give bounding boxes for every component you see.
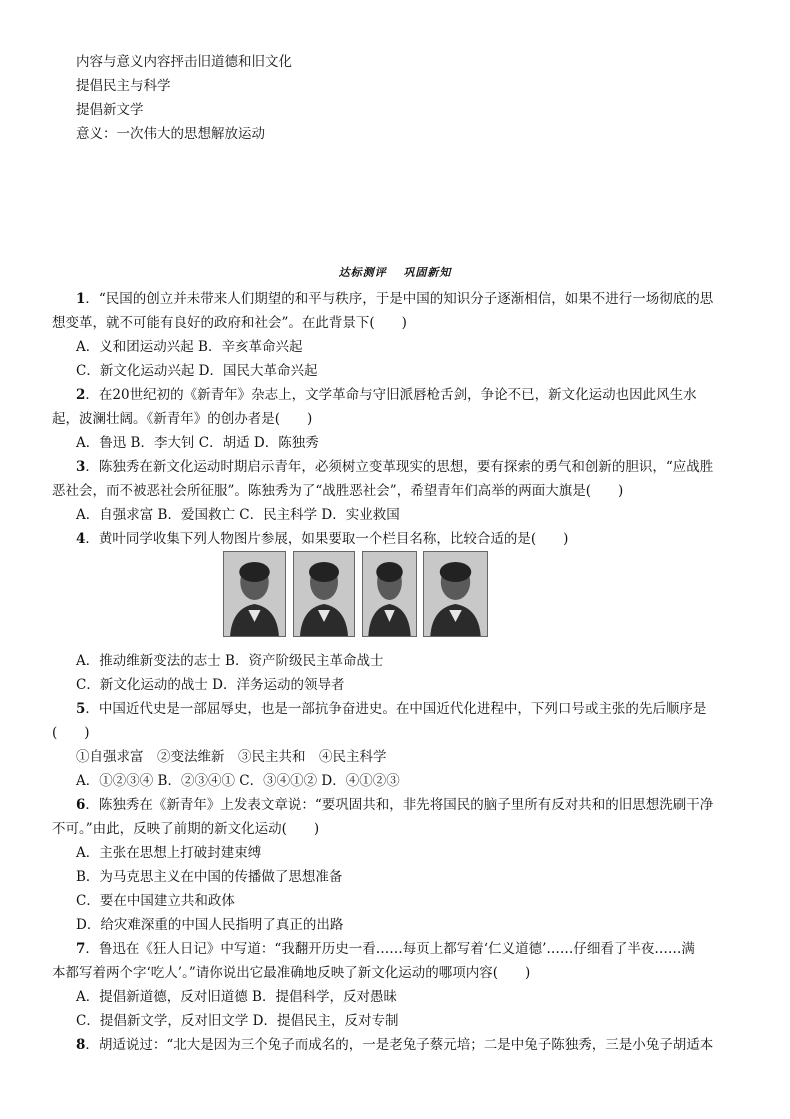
portrait-photo-icon (423, 551, 488, 637)
question-number: 4 (76, 531, 86, 547)
summary-line: 内容与意义内容抨击旧道德和旧文化 (76, 54, 292, 70)
answer-options: D．给灾难深重的中国人民指明了真正的出路 (76, 917, 344, 933)
question-stem (52, 793, 742, 817)
question-text: ．鲁迅在《狂人日记》中写道：“我翻开历史一看……每页上都写着‘仁义道德’……仔细看了半夜……满 (85, 941, 695, 957)
question-item (52, 287, 742, 383)
portrait-photo-strip (52, 551, 742, 643)
question-item (52, 937, 742, 1033)
question-stem-continued (52, 721, 742, 745)
answer-options: A．①②③④ B．②③④① C．③④①② D．④①②③ (76, 773, 400, 789)
portrait-photo-icon (362, 551, 417, 637)
question-number: 7 (76, 941, 86, 957)
answer-options: C．提倡新文学，反对旧文学 D．提倡民主，反对专制 (76, 1013, 399, 1029)
question-stem (52, 383, 742, 407)
section-title-left: 达标测评 (338, 266, 387, 279)
answer-options: C．新文化运动兴起 D．国民大革命兴起 (76, 363, 318, 379)
question-text: ．黄叶同学收集下列人物图片参展，如果要取一个栏目名称，比较合适的是( ) (85, 531, 569, 547)
question-text: ．胡适说过：“北大是因为三个兔子而成名的，一是老兔子蔡元培；二是中兔子陈独秀，三是小兔子胡适本 (85, 1037, 714, 1053)
question-text: 不可。”由此，反映了前期的新文化运动( ) (52, 821, 320, 837)
question-text: 想变革，就不可能有良好的政府和社会”。在此背景下( ) (52, 315, 407, 331)
answer-options: A．义和团运动兴起 B．辛亥革命兴起 (76, 339, 303, 355)
question-text: ．中国近代史是一部屈辱史，也是一部抗争奋进史。在中国近代化进程中，下列口号或主张的先后顺序是 (85, 701, 707, 717)
answer-options: ①自强求富 ②变法维新 ③民主共和 ④民主科学 (76, 749, 387, 765)
question-item (52, 527, 742, 697)
question-stem (52, 937, 742, 961)
question-stem-continued (52, 407, 742, 431)
question-text: ．“民国的创立并未带来人们期望的和平与秩序，于是中国的知识分子逐渐相信，如果不进行一场彻底的思 (85, 291, 714, 307)
question-number: 6 (76, 797, 86, 813)
question-stem (52, 455, 742, 479)
summary-line: 提倡民主与科学 (76, 78, 171, 94)
summary-line: 提倡新文学 (76, 102, 144, 118)
answer-options: C．新文化运动的战士 D．洋务运动的领导者 (76, 677, 345, 693)
question-stem (52, 527, 742, 551)
answer-options: A．推动维新变法的志士 B．资产阶级民主革命战士 (76, 653, 384, 669)
summary-line: 意义：一次伟大的思想解放运动 (76, 126, 265, 142)
question-item (52, 383, 742, 455)
question-number: 5 (76, 701, 86, 717)
answer-options: A．鲁迅 B．李大钊 C．胡适 D．陈独秀 (76, 435, 319, 451)
question-stem-continued (52, 311, 742, 335)
section-title-right: 巩固新知 (403, 266, 452, 279)
question-list (52, 287, 742, 1057)
question-stem (52, 287, 742, 311)
question-item (52, 793, 742, 937)
question-text: 本都写着两个字‘吃人’。”请你说出它最准确地反映了新文化运动的哪项内容( ) (52, 965, 531, 981)
question-stem-continued (52, 479, 742, 503)
answer-options: B．为马克思主义在中国的传播做了思想准备 (76, 869, 343, 885)
question-item (52, 1033, 742, 1057)
summary-block (76, 50, 292, 146)
portrait-photo-icon (293, 551, 355, 637)
question-number: 2 (76, 387, 86, 403)
question-number: 1 (76, 291, 86, 307)
question-stem-continued (52, 961, 742, 985)
answer-options: A．自强求富 B．爱国救亡 C．民主科学 D．实业救国 (76, 507, 400, 523)
answer-options: A．主张在思想上打破封建束缚 (76, 845, 262, 861)
question-item (52, 697, 742, 793)
question-text: ．陈独秀在新文化运动时期启示青年，必须树立变革现实的思想，要有探索的勇气和创新的胆识，“应战胜 (85, 459, 714, 475)
question-stem-continued (52, 817, 742, 841)
question-text: ( ) (52, 725, 90, 741)
question-text: 起，波澜壮阔。《新青年》的创办者是( ) (52, 411, 313, 427)
answer-options: A．提倡新道德，反对旧道德 B．提倡科学，反对愚昧 (76, 989, 397, 1005)
question-text: ．陈独秀在《新青年》上发表文章说：“要巩固共和，非先将国民的脑子里所有反对共和的旧思想洗刷干净 (85, 797, 714, 813)
question-stem (52, 1033, 742, 1057)
question-text: ．在20世纪初的《新青年》杂志上，文学革命与守旧派唇枪舌剑，争论不已，新文化运动也因此风生水 (85, 387, 697, 403)
question-number: 3 (76, 459, 86, 475)
section-title (0, 264, 790, 280)
question-stem (52, 697, 742, 721)
question-item (52, 455, 742, 527)
question-text: 恶社会，而不被恶社会所征服”。陈独秀为了“战胜恶社会”，希望青年们高举的两面大旗是( ) (52, 483, 624, 499)
question-number: 8 (76, 1037, 86, 1053)
portrait-photo-icon (223, 551, 286, 637)
answer-options: C．要在中国建立共和政体 (76, 893, 235, 909)
